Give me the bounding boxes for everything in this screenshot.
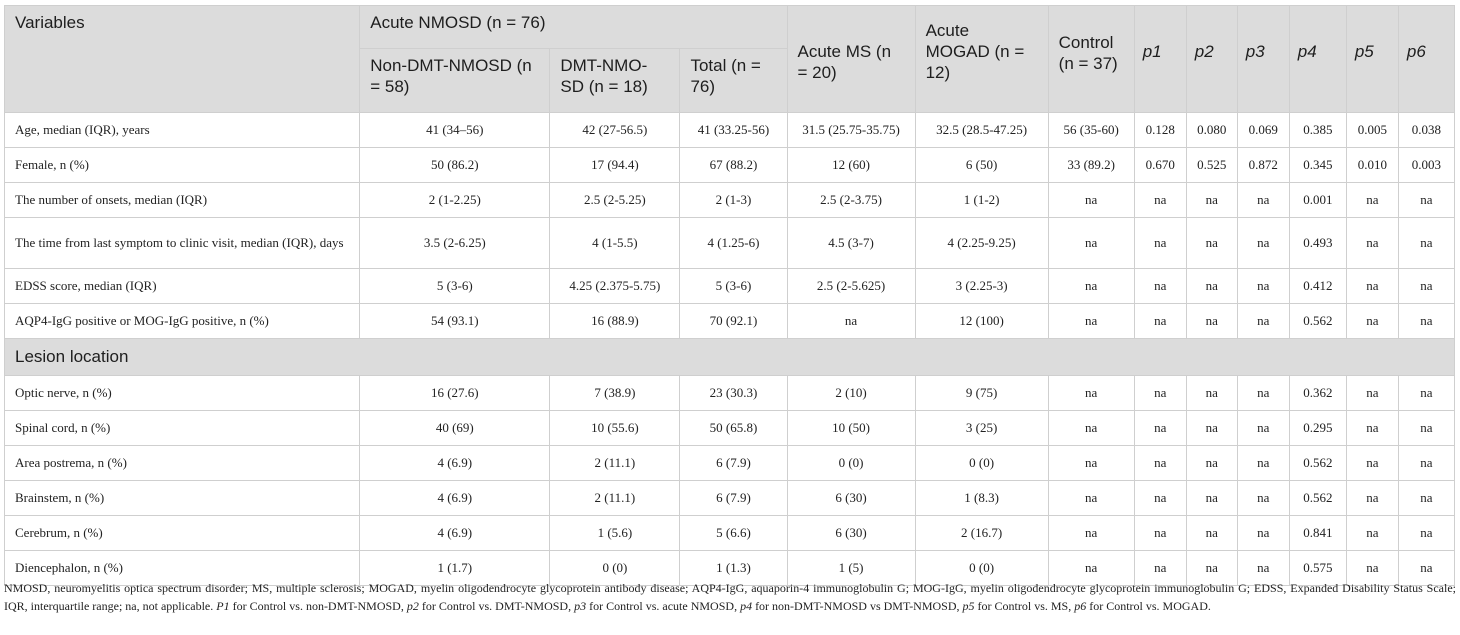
- cell-non-dmt: 40 (69): [360, 411, 550, 446]
- cell-p6: na: [1398, 516, 1454, 551]
- table-row: [5, 148, 1455, 183]
- cell-p1: na: [1134, 551, 1186, 586]
- cell-p3: na: [1237, 218, 1289, 269]
- cell-p3: na: [1237, 411, 1289, 446]
- cell-p5: na: [1346, 269, 1398, 304]
- cell-total: 23 (30.3): [680, 376, 787, 411]
- cell-p1: na: [1134, 269, 1186, 304]
- cell-non-dmt: 41 (34–56): [360, 113, 550, 148]
- cell-p4: 0.562: [1289, 446, 1346, 481]
- cell-control: na: [1048, 269, 1134, 304]
- cell-mogad: 2 (16.7): [915, 516, 1048, 551]
- cell-p6: na: [1398, 376, 1454, 411]
- cell-non-dmt: 1 (1.7): [360, 551, 550, 586]
- cell-total: 6 (7.9): [680, 481, 787, 516]
- cell-p1: na: [1134, 446, 1186, 481]
- header-p1: p1: [1134, 6, 1186, 113]
- cell-p5: na: [1346, 183, 1398, 218]
- cell-p1: na: [1134, 411, 1186, 446]
- cell-p6: 0.038: [1398, 113, 1454, 148]
- cell-dmt: 4 (1-5.5): [550, 218, 680, 269]
- cell-p2: na: [1186, 304, 1237, 339]
- cell-p6: na: [1398, 183, 1454, 218]
- section-row-lesion-location: [5, 339, 1455, 376]
- cell-control: 33 (89.2): [1048, 148, 1134, 183]
- cell-p1: na: [1134, 218, 1186, 269]
- cell-p2: na: [1186, 411, 1237, 446]
- row-label: Spinal cord, n (%): [5, 411, 360, 446]
- cell-total: 70 (92.1): [680, 304, 787, 339]
- cell-mogad: 0 (0): [915, 551, 1048, 586]
- cell-ms: 2.5 (2-5.625): [787, 269, 915, 304]
- cell-p2: na: [1186, 446, 1237, 481]
- cell-p2: na: [1186, 183, 1237, 218]
- footnote-p-definitions: [216, 599, 1211, 613]
- cell-p2: na: [1186, 481, 1237, 516]
- cell-mogad: 1 (1-2): [915, 183, 1048, 218]
- cell-p5: na: [1346, 446, 1398, 481]
- footnote-p-symbol: p6: [1074, 599, 1087, 613]
- table-row: [5, 516, 1455, 551]
- cell-p1: na: [1134, 376, 1186, 411]
- footnote-p-symbol: p4: [740, 599, 753, 613]
- cell-p4: 0.001: [1289, 183, 1346, 218]
- footnote-text: for Control vs. DMT-NMOSD,: [418, 599, 575, 613]
- cell-dmt: 17 (94.4): [550, 148, 680, 183]
- cell-non-dmt: 4 (6.9): [360, 446, 550, 481]
- header-p3: p3: [1237, 6, 1289, 113]
- row-label: The number of onsets, median (IQR): [5, 183, 360, 218]
- cell-control: na: [1048, 218, 1134, 269]
- cell-dmt: 10 (55.6): [550, 411, 680, 446]
- cell-ms: 2.5 (2-3.75): [787, 183, 915, 218]
- footnote-text: for non-DMT-NMOSD vs DMT-NMOSD,: [752, 599, 963, 613]
- cell-total: 50 (65.8): [680, 411, 787, 446]
- cell-p2: na: [1186, 516, 1237, 551]
- footnote-p-symbol: P1: [216, 599, 230, 613]
- cell-p4: 0.575: [1289, 551, 1346, 586]
- table-row: [5, 411, 1455, 446]
- row-label: EDSS score, median (IQR): [5, 269, 360, 304]
- cell-p3: na: [1237, 551, 1289, 586]
- footnote-p-symbol: p5: [962, 599, 975, 613]
- cell-dmt: 2 (11.1): [550, 446, 680, 481]
- cell-non-dmt: 16 (27.6): [360, 376, 550, 411]
- cell-p1: na: [1134, 481, 1186, 516]
- cell-control: na: [1048, 411, 1134, 446]
- header-control: Control (n = 37): [1048, 6, 1134, 113]
- cell-p6: na: [1398, 551, 1454, 586]
- cell-mogad: 1 (8.3): [915, 481, 1048, 516]
- row-label: Female, n (%): [5, 148, 360, 183]
- footnote-text: for Control vs. MS,: [974, 599, 1075, 613]
- cell-p1: na: [1134, 304, 1186, 339]
- table-footnote: [4, 579, 1456, 615]
- cell-mogad: 6 (50): [915, 148, 1048, 183]
- cell-p3: na: [1237, 446, 1289, 481]
- table-row: [5, 481, 1455, 516]
- cell-p4: 0.562: [1289, 481, 1346, 516]
- cell-p3: na: [1237, 376, 1289, 411]
- cell-ms: 0 (0): [787, 446, 915, 481]
- table-header: [5, 6, 1455, 113]
- cell-p3: na: [1237, 516, 1289, 551]
- table-body: [5, 113, 1455, 586]
- cell-dmt: 42 (27-56.5): [550, 113, 680, 148]
- cell-p6: 0.003: [1398, 148, 1454, 183]
- cell-p3: na: [1237, 481, 1289, 516]
- cell-non-dmt: 5 (3-6): [360, 269, 550, 304]
- cell-p5: na: [1346, 516, 1398, 551]
- cell-mogad: 3 (2.25-3): [915, 269, 1048, 304]
- footnote-p-symbol: p3: [574, 599, 587, 613]
- cell-p5: na: [1346, 481, 1398, 516]
- cell-total: 67 (88.2): [680, 148, 787, 183]
- header-acute-ms: Acute MS (n = 20): [787, 6, 915, 113]
- cell-non-dmt: 3.5 (2-6.25): [360, 218, 550, 269]
- row-label: Optic nerve, n (%): [5, 376, 360, 411]
- cell-p1: 0.128: [1134, 113, 1186, 148]
- cell-dmt: 0 (0): [550, 551, 680, 586]
- cell-p1: 0.670: [1134, 148, 1186, 183]
- row-label: AQP4-IgG positive or MOG-IgG positive, n (%): [5, 304, 360, 339]
- header-dmt-nmosd: DMT-NMO-SD (n = 18): [550, 49, 680, 113]
- cell-control: na: [1048, 551, 1134, 586]
- row-label: Cerebrum, n (%): [5, 516, 360, 551]
- cell-control: na: [1048, 376, 1134, 411]
- baseline-characteristics-table: [4, 5, 1455, 586]
- cell-total: 6 (7.9): [680, 446, 787, 481]
- cell-p5: na: [1346, 551, 1398, 586]
- cell-ms: 4.5 (3-7): [787, 218, 915, 269]
- cell-p1: na: [1134, 516, 1186, 551]
- cell-ms: 2 (10): [787, 376, 915, 411]
- cell-mogad: 4 (2.25-9.25): [915, 218, 1048, 269]
- cell-p6: na: [1398, 481, 1454, 516]
- cell-p4: 0.345: [1289, 148, 1346, 183]
- cell-control: na: [1048, 183, 1134, 218]
- row-label: Diencephalon, n (%): [5, 551, 360, 586]
- cell-p4: 0.385: [1289, 113, 1346, 148]
- cell-p4: 0.295: [1289, 411, 1346, 446]
- cell-p5: 0.005: [1346, 113, 1398, 148]
- cell-p4: 0.362: [1289, 376, 1346, 411]
- footnote-abbreviations: NMOSD, neuromyelitis optica spectrum disorder; MS, multiple sclerosis; MOGAD, myelin oligodendrocyte glycoprotein antibody disease; AQP4-IgG, aquaporin-4 immunoglobulin G; MOG-IgG, myelin oligodendrocyte glycoprotein immunoglobulin G; EDSS, Expanded Disability Status Scale; IQR, interquartile range; na, not applicable.: [4, 581, 1456, 613]
- cell-p6: na: [1398, 269, 1454, 304]
- cell-non-dmt: 4 (6.9): [360, 516, 550, 551]
- table-row: [5, 113, 1455, 148]
- cell-total: 4 (1.25-6): [680, 218, 787, 269]
- cell-p5: na: [1346, 304, 1398, 339]
- cell-p6: na: [1398, 218, 1454, 269]
- row-label: Age, median (IQR), years: [5, 113, 360, 148]
- cell-p6: na: [1398, 411, 1454, 446]
- header-acute-nmosd: Acute NMOSD (n = 76): [360, 6, 787, 49]
- cell-dmt: 1 (5.6): [550, 516, 680, 551]
- footnote-text: for Control vs. non-DMT-NMOSD,: [229, 599, 407, 613]
- cell-ms: 6 (30): [787, 516, 915, 551]
- cell-dmt: 4.25 (2.375-5.75): [550, 269, 680, 304]
- cell-p4: 0.493: [1289, 218, 1346, 269]
- header-non-dmt-nmosd: Non-DMT-NMOSD (n = 58): [360, 49, 550, 113]
- cell-p2: na: [1186, 269, 1237, 304]
- cell-non-dmt: 4 (6.9): [360, 481, 550, 516]
- cell-p4: 0.412: [1289, 269, 1346, 304]
- cell-p4: 0.841: [1289, 516, 1346, 551]
- cell-non-dmt: 2 (1-2.25): [360, 183, 550, 218]
- cell-p4: 0.562: [1289, 304, 1346, 339]
- header-total: Total (n = 76): [680, 49, 787, 113]
- table-row: [5, 376, 1455, 411]
- cell-control: 56 (35-60): [1048, 113, 1134, 148]
- cell-p3: na: [1237, 269, 1289, 304]
- table-row: [5, 183, 1455, 218]
- cell-dmt: 7 (38.9): [550, 376, 680, 411]
- cell-p2: na: [1186, 218, 1237, 269]
- cell-ms: 31.5 (25.75-35.75): [787, 113, 915, 148]
- cell-p3: na: [1237, 304, 1289, 339]
- cell-total: 5 (6.6): [680, 516, 787, 551]
- cell-ms: 1 (5): [787, 551, 915, 586]
- cell-control: na: [1048, 481, 1134, 516]
- header-p6: p6: [1398, 6, 1454, 113]
- cell-mogad: 3 (25): [915, 411, 1048, 446]
- cell-p5: na: [1346, 411, 1398, 446]
- cell-total: 5 (3-6): [680, 269, 787, 304]
- header-p2: p2: [1186, 6, 1237, 113]
- row-label: Area postrema, n (%): [5, 446, 360, 481]
- cell-non-dmt: 50 (86.2): [360, 148, 550, 183]
- cell-dmt: 2.5 (2-5.25): [550, 183, 680, 218]
- cell-p5: na: [1346, 218, 1398, 269]
- cell-p5: na: [1346, 376, 1398, 411]
- cell-mogad: 0 (0): [915, 446, 1048, 481]
- cell-p6: na: [1398, 446, 1454, 481]
- cell-dmt: 2 (11.1): [550, 481, 680, 516]
- header-acute-mogad: Acute MOGAD (n = 12): [915, 6, 1048, 113]
- cell-mogad: 32.5 (28.5-47.25): [915, 113, 1048, 148]
- cell-ms: 6 (30): [787, 481, 915, 516]
- cell-ms: na: [787, 304, 915, 339]
- cell-mogad: 9 (75): [915, 376, 1048, 411]
- cell-control: na: [1048, 516, 1134, 551]
- cell-total: 41 (33.25-56): [680, 113, 787, 148]
- header-p5: p5: [1346, 6, 1398, 113]
- cell-total: 2 (1-3): [680, 183, 787, 218]
- table-row: [5, 269, 1455, 304]
- cell-p2: 0.080: [1186, 113, 1237, 148]
- cell-p5: 0.010: [1346, 148, 1398, 183]
- cell-p2: na: [1186, 376, 1237, 411]
- table-row: [5, 446, 1455, 481]
- cell-dmt: 16 (88.9): [550, 304, 680, 339]
- cell-control: na: [1048, 446, 1134, 481]
- table-row: [5, 218, 1455, 269]
- header-p4: p4: [1289, 6, 1346, 113]
- section-label: Lesion location: [5, 339, 1455, 376]
- table-row: [5, 304, 1455, 339]
- cell-p1: na: [1134, 183, 1186, 218]
- cell-control: na: [1048, 304, 1134, 339]
- cell-p3: 0.069: [1237, 113, 1289, 148]
- row-label: The time from last symptom to clinic visit, median (IQR), days: [5, 218, 360, 269]
- cell-ms: 12 (60): [787, 148, 915, 183]
- header-variables: Variables: [5, 6, 360, 113]
- cell-p2: na: [1186, 551, 1237, 586]
- cell-p2: 0.525: [1186, 148, 1237, 183]
- footnote-text: for Control vs. acute NMOSD,: [586, 599, 741, 613]
- cell-ms: 10 (50): [787, 411, 915, 446]
- cell-total: 1 (1.3): [680, 551, 787, 586]
- cell-mogad: 12 (100): [915, 304, 1048, 339]
- cell-p3: 0.872: [1237, 148, 1289, 183]
- row-label: Brainstem, n (%): [5, 481, 360, 516]
- footnote-p-symbol: p2: [406, 599, 419, 613]
- footnote-text: for Control vs. MOGAD.: [1086, 599, 1211, 613]
- cell-p6: na: [1398, 304, 1454, 339]
- cell-non-dmt: 54 (93.1): [360, 304, 550, 339]
- cell-p3: na: [1237, 183, 1289, 218]
